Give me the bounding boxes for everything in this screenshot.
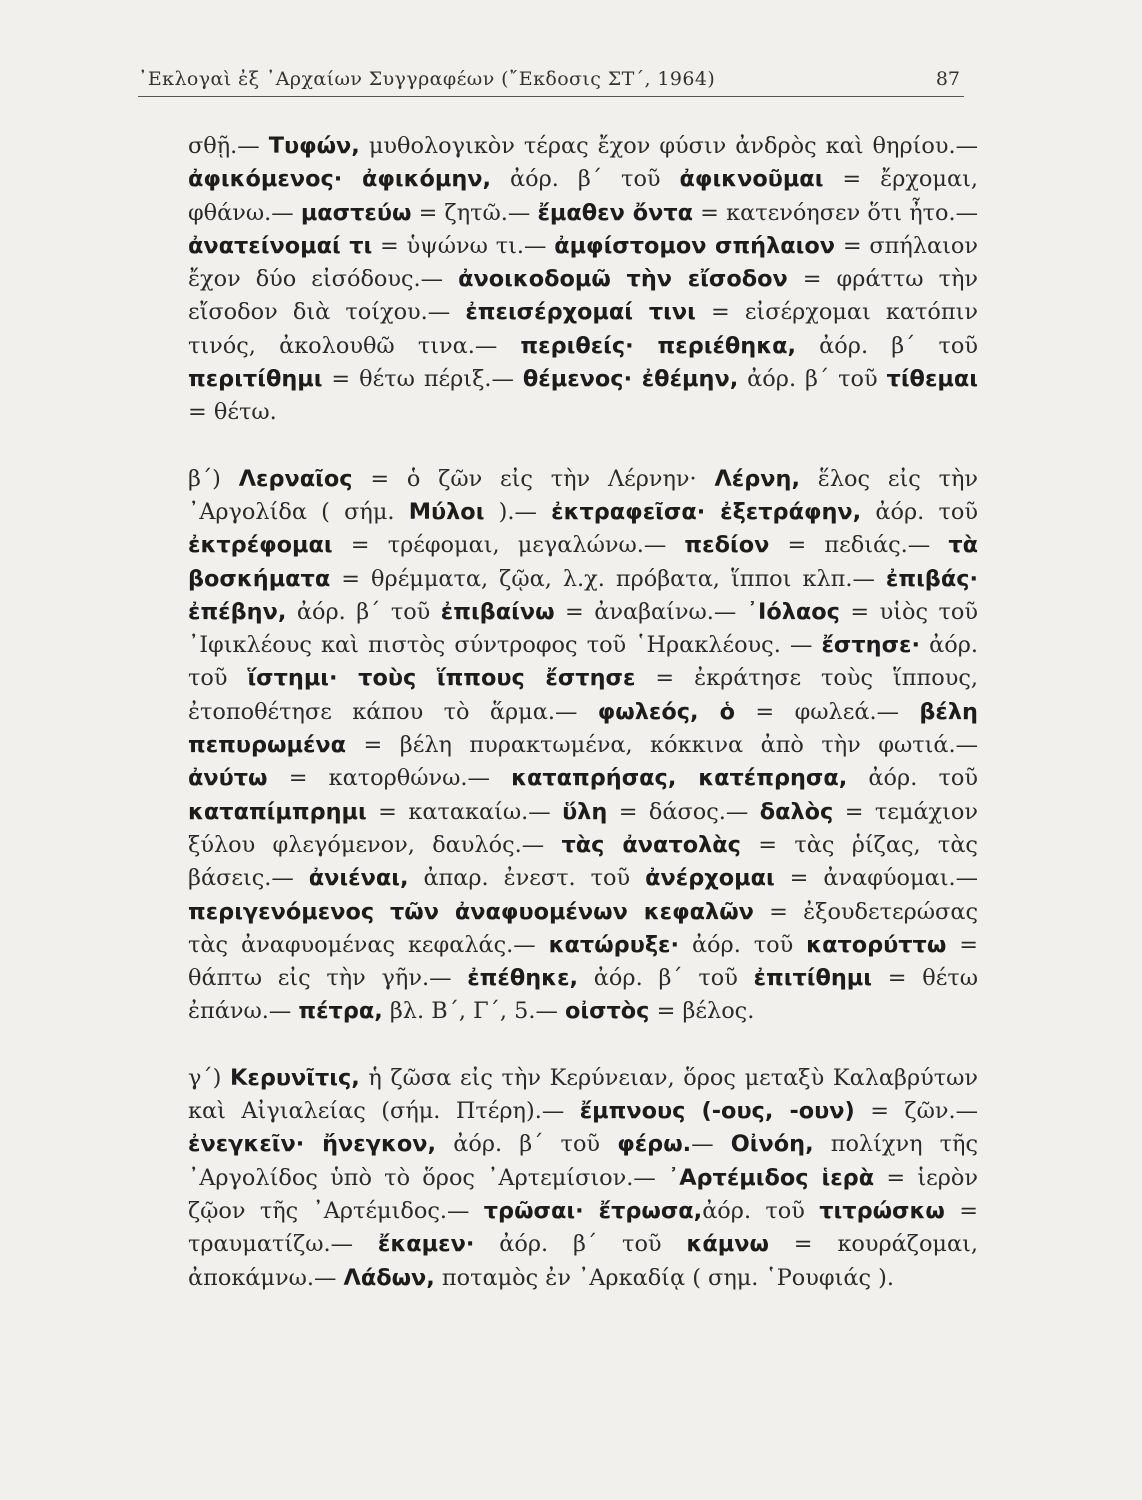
headword: ἀνιέναι, [308,865,409,892]
definition-text: = θάπτω εἰς τὴν γῆν.— [188,931,978,992]
headword: ἀνοικοδομῶ τὴν εἴσοδον [458,266,788,293]
definition-text: ἀόρ. β΄ τοῦ [286,598,441,625]
headword: οἰστὸς [564,998,650,1025]
headword: ἀνύτω [188,765,268,792]
headword: ἔμαθεν ὄντα [537,199,694,226]
definition-text: ἀόρ. τοῦ [861,498,978,525]
definition-text: = ἱερὸν ζῷον τῆς ᾽Αρτέμιδος.— [188,1164,978,1224]
headword: ἐπιτίθημι [753,965,872,992]
headword: ἀμφίστομον σπήλαιον [554,232,836,259]
headword: Τυφών, [268,133,360,159]
definition-text: = ὑψώνω τι.— [372,232,555,259]
definition-text: πολίχνη τῆς ᾽Αργολίδος ὑπὸ τὸ ὅρος ᾽Αρτεμίσιον.— [188,1131,978,1191]
headword: Μύλοι [408,498,485,525]
definition-text: = τεμάχιον ξύλου φλεγόμενον, δαυλός.— [188,798,978,858]
definition-text: ἀόρ. τοῦ [702,1197,820,1224]
definition-text: ἡ ζῶσα εἰς τὴν Κερύνειαν, ὅρος μεταξὺ Καλαβρύτων καὶ Αἰγιαλείας (σήμ. Πτέρη).— [188,1064,979,1125]
headword: ἔκαμεν· [377,1231,475,1258]
definition-text: = ζητῶ.— [411,199,538,226]
definition-text: = κατορθώνω.— [267,765,512,792]
headword: καταπίμπρημι [188,798,367,825]
headword: τρῶσαι· ἔτρωσα, [483,1197,703,1224]
headword: ἀνατείνομαί τι [188,232,373,259]
glossary-body [188,130,978,1295]
headword: πέτρα, [298,998,383,1025]
headword: Λέρνη, [714,465,800,492]
definition-text: = θέτω ἐπάνω.— [188,965,978,1025]
definition-text: = πεδιάς.— [769,532,949,559]
definition-text: = ζῶν.— [854,1098,979,1125]
definition-text: = δάσος.— [607,798,760,825]
definition-text: = ἐκράτησε τοὺς ἵππους, ἐτοποθέτησε κάπου τὸ ἅρμα.— [188,665,978,725]
headword: ἐνεγκεῖν· ἤνεγκον, [188,1131,437,1158]
running-title: ᾽Εκλογαὶ ἐξ ᾽Αρχαίων Συγγραφέων (῎Εκδοσις ΣΤ΄, 1964) [138,68,716,90]
definition-text: = ἀναφύομαι.— [774,865,979,892]
page-header [138,66,964,97]
definition-text: ἀόρ. β΄ τοῦ [796,332,978,359]
definition-text: ποταμὸς ἐν ᾽Αρκαδίᾳ ( σημ. ῾Ρουφιάς ). [434,1264,894,1291]
headword: ἐπιβαίνω [440,598,555,625]
definition-text: γ΄) [188,1064,230,1091]
headword: περιγενόμενος τῶν ἀναφυομένων κεφαλῶν [188,898,754,925]
headword: πεδίον [684,532,770,559]
definition-text: = κατενόησεν ὅτι ἦτο.— [693,199,978,226]
headword: φέρω. [617,1131,692,1158]
definition-text: = θρέμματα, ζῷα, λ.χ. πρόβατα, ἵπποι κλπ.— [330,565,886,592]
headword: ἐπιβάς· ἐπέβην, [188,565,978,625]
headword: ἐπέθηκε, [467,965,579,992]
definition-text: = θέτω πέριξ.— [322,366,523,393]
headword: μαστεύω [300,199,412,226]
definition-text: ).— [484,498,552,525]
headword: ἀφικνοῦμαι [679,166,824,193]
definition-text: = βέλη πυρακτωμένα, κόκκινα ἀπὸ τὴν φωτιά.— [346,732,978,759]
headword: καταπρήσας, κατέπρησα, [511,765,848,792]
glossary-paragraph-1 [188,130,978,430]
definition-text: ἀπαρ. ἐνεστ. τοῦ [408,865,646,892]
definition-text: ἀόρ. β΄ τοῦ [491,166,680,193]
definition-text: = τραυματίζω.— [188,1197,978,1258]
definition-text: ἀόρ. β΄ τοῦ [578,965,754,992]
definition-text: = τρέφομαι, μεγαλώνω.— [332,532,685,559]
definition-text: β΄) [188,465,239,492]
headword: ἀνέρχομαι [645,865,775,892]
headword: ἐπεισέρχομαί τινι [465,299,696,326]
definition-text: σθῇ.— [188,133,269,159]
definition-text: = σπήλαιον ἔχον δύο εἰσόδους.— [188,232,978,293]
definition-text: = κατακαίω.— [366,798,563,825]
definition-text: = φωλεά.— [735,698,920,725]
headword: ἐκτρέφομαι [188,532,333,559]
glossary-paragraph-2 [188,463,978,1029]
headword: ᾽Αρτέμιδος ἱερὰ [668,1164,875,1191]
definition-text: = κουράζομαι, ἀποκάμνω.— [188,1231,978,1291]
page-number: 87 [935,68,960,90]
definition-text: = φράττω τὴν εἴσοδον διὰ τοίχου.— [188,266,978,326]
definition-text: ἀόρ. β΄ τοῦ [738,366,887,393]
headword: ὕλη [562,798,608,825]
definition-text: ἀόρ. β΄ τοῦ [474,1231,687,1258]
definition-text: — [691,1131,731,1158]
definition-text: = εἰσέρχομαι κατόπιν τινός, ἀκολουθῶ τινα.— [188,299,978,359]
headword: Λάδων, [343,1264,435,1291]
definition-text: = ἐξουδετερώσας τὰς ἀναφυομένας κεφαλάς.— [188,898,978,958]
definition-text: = ὁ ζῶν εἰς τὴν Λέρνην· [352,465,715,492]
headword: περιθείς· περιέθηκα, [520,332,797,359]
headword: ἔστησε· [821,632,920,659]
definition-text: ἀόρ. β΄ τοῦ [436,1131,618,1158]
headword: Λερναῖος [238,465,353,492]
definition-text: = ἔρχομαι, φθάνω.— [188,166,978,226]
headword: φωλεός, ὁ [597,698,736,725]
definition-text: = βέλος. [649,998,755,1025]
headword: ἔμπνους (-ους, -ουν) [579,1098,855,1125]
headword: περιτίθημι [188,366,323,393]
definition-text: ἀόρ. τοῦ [679,931,807,958]
definition-text: = θέτω. [188,399,277,426]
definition-text: = τὰς ῥίζας, τὰς βάσεις.— [188,831,978,892]
headword: ἐκτραφεῖσα· ἐξετράφην, [551,498,862,525]
definition-text: ἀόρ. τοῦ [188,632,978,692]
glossary-paragraph-3 [188,1062,978,1295]
headword: τὰς ἀνατολὰς [561,831,741,858]
headword: τίθεμαι [886,366,978,393]
headword: δαλὸς [759,798,834,825]
headword: κατορύττω [806,931,947,958]
headword: κατώρυξε· [548,931,680,958]
definition-text: βλ. Β΄, Γ΄, 5.— [382,998,565,1025]
headword: θέμενος· ἐθέμην, [522,366,739,393]
headword: ᾽Ιόλαος [746,598,840,625]
headword: Κερυνῖτις, [230,1064,360,1091]
definition-text: ἀόρ. τοῦ [847,765,978,792]
headword: Οἰνόη, [730,1131,814,1158]
headword: τὰ βοσκήματα [188,532,978,592]
definition-text: = υἱὸς τοῦ ᾽Ιφικλέους καὶ πιστὸς σύντροφος τοῦ ῾Ηρακλέους. — [188,598,978,659]
definition-text: μυθολογικὸν τέρας ἔχον φύσιν ἀνδρὸς καὶ θηρίου.— [359,133,978,159]
headword: ἀφικόμενος· ἀφικόμην, [188,166,492,193]
definition-text: = ἀναβαίνω.— [554,598,747,625]
headword: κάμνω [686,1231,769,1258]
definition-text: ἕλος εἰς τὴν ᾽Αργολίδα ( σήμ. [188,465,978,525]
headword: τιτρώσκω [819,1197,945,1224]
headword: ἵστημι· τοὺς ἵππους ἔστησε [247,665,636,692]
headword: βέλη πεπυρωμένα [188,698,978,759]
